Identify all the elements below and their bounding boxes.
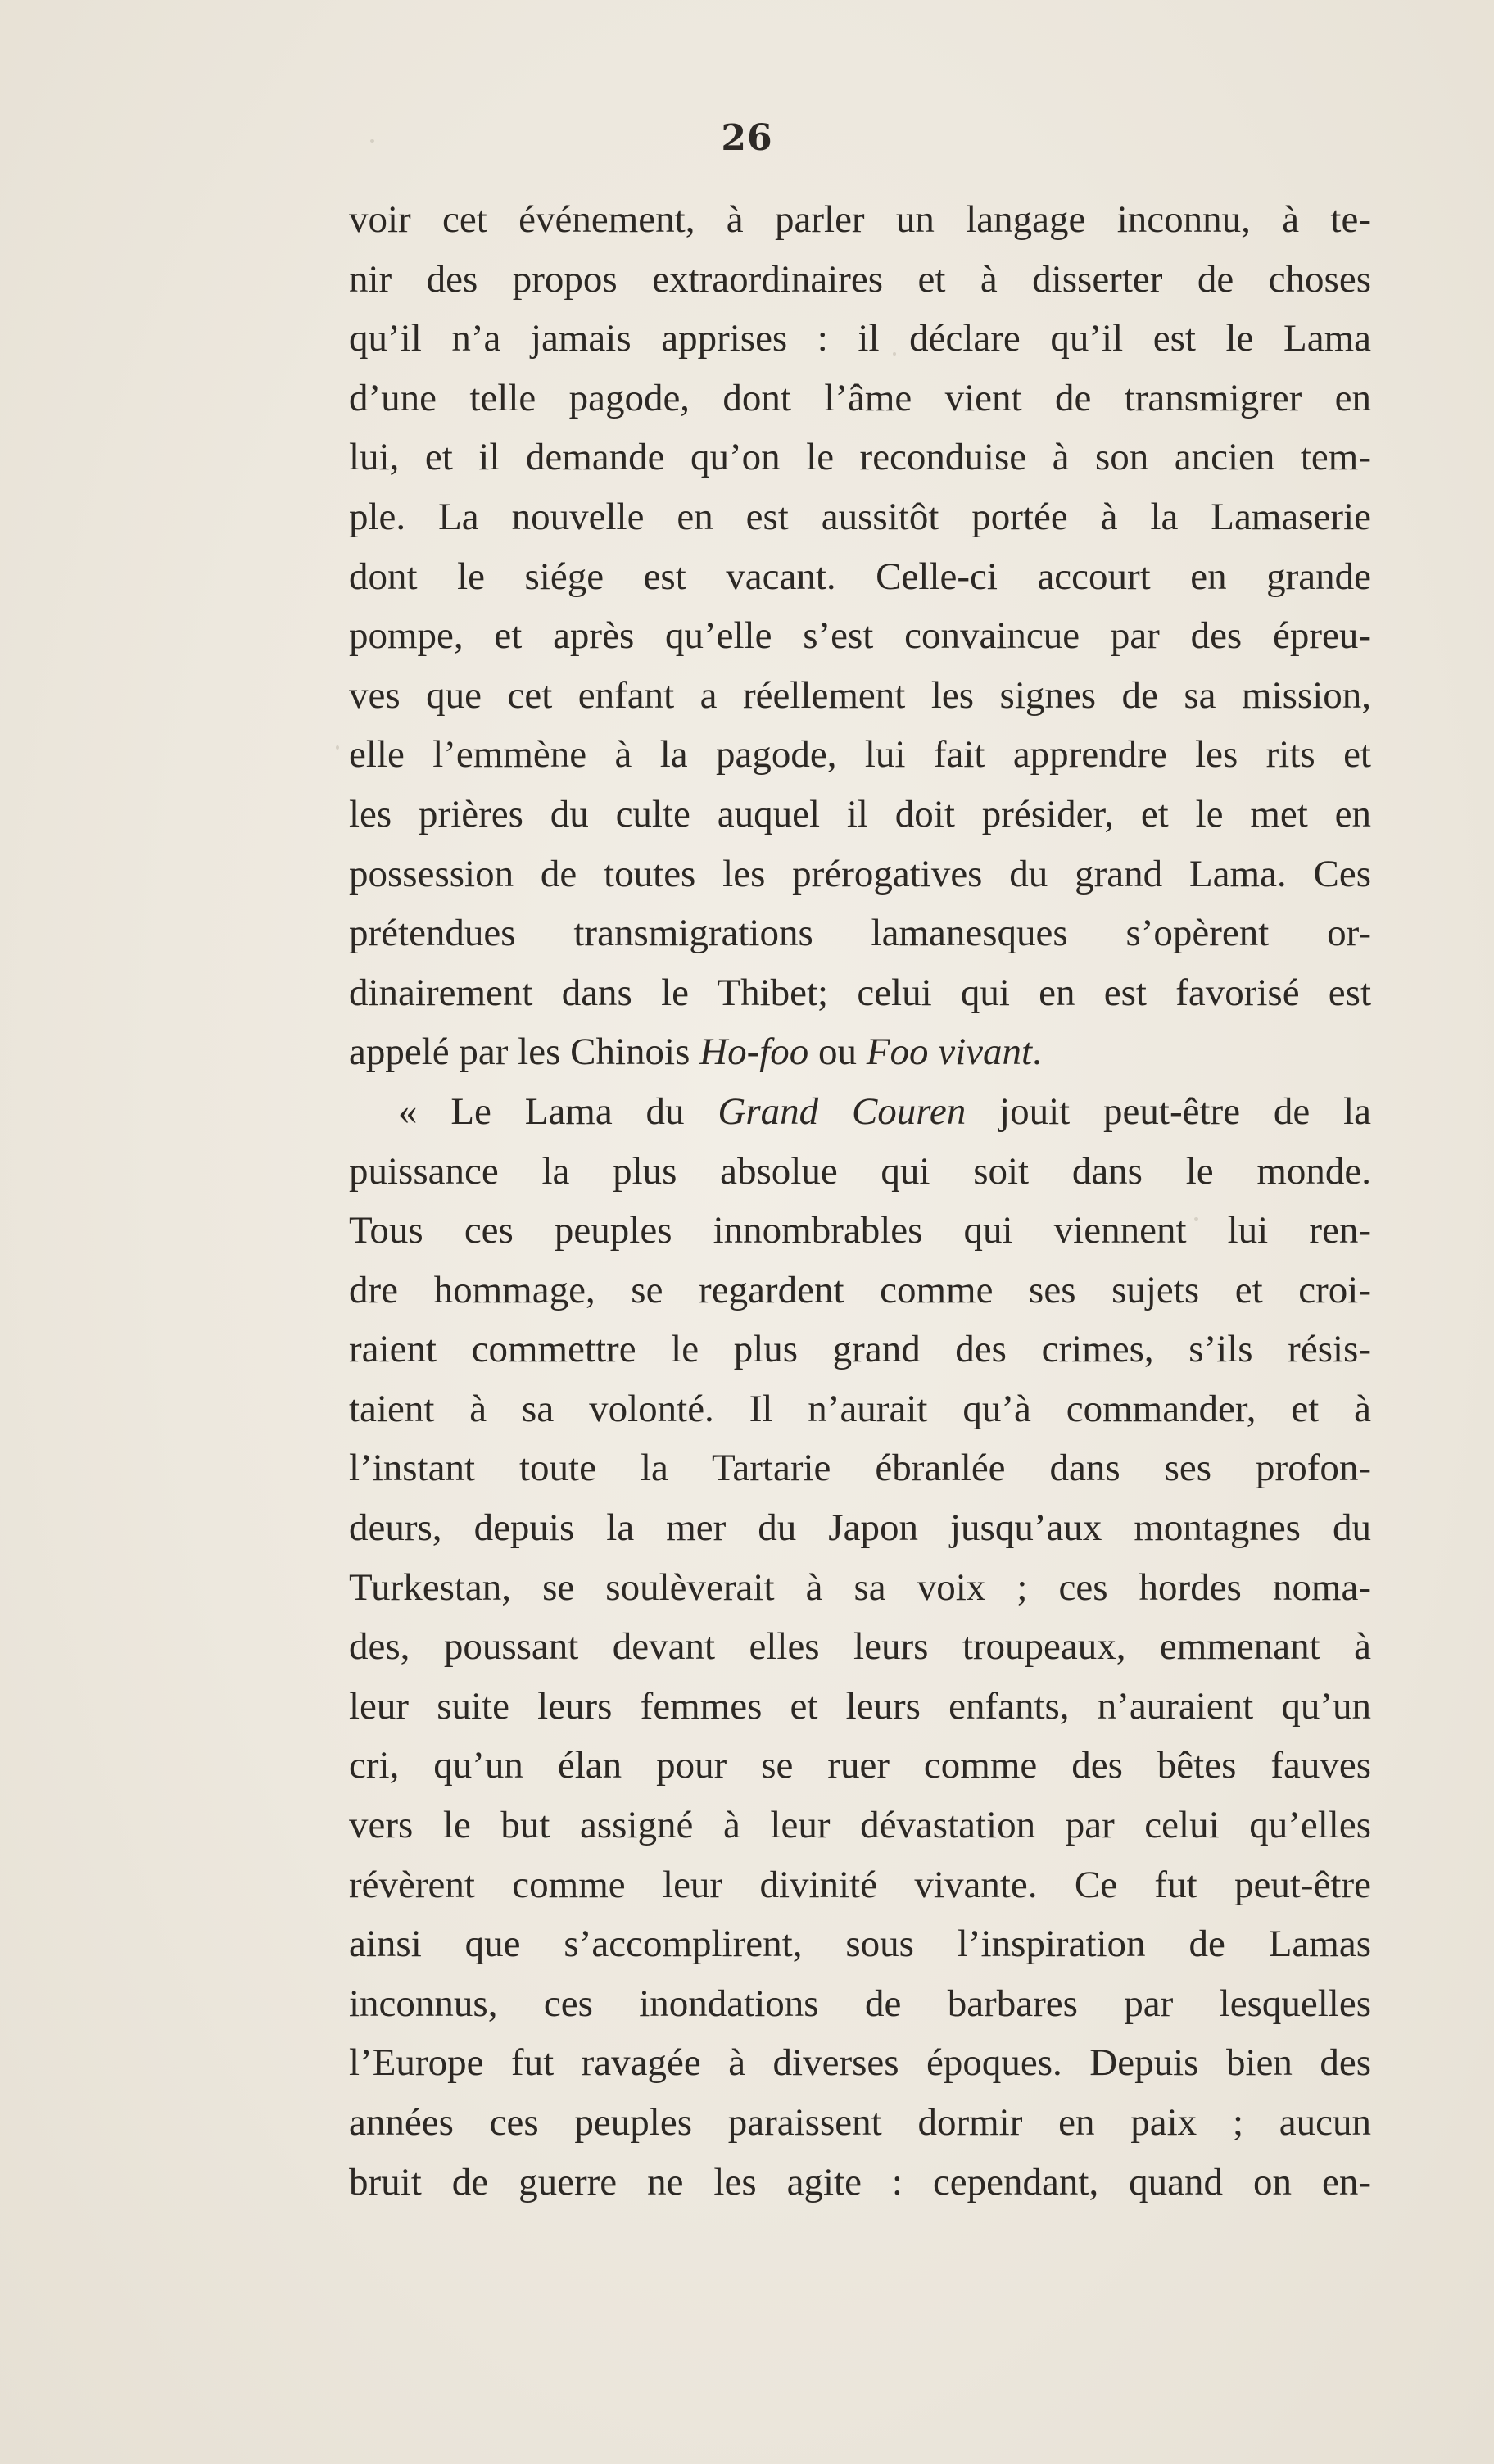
text-line: taient à sa volonté. Il n’aurait qu’à commander, et à (349, 1387, 1371, 1430)
text-line: lui, et il demande qu’on le reconduise à son ancien tem- (349, 436, 1371, 479)
text-line: Tous ces peuples innombrables qui viennent lui ren- (349, 1209, 1371, 1252)
text-line: dont le siége est vacant. Celle-ci accourt en grande (349, 555, 1371, 598)
text-line: raient commettre le plus grand des crimes, s’ils résis- (349, 1328, 1371, 1371)
text-line: possession de toutes les prérogatives du grand Lama. Ces (349, 852, 1371, 895)
page-number: 26 (721, 117, 773, 159)
paper-speck (336, 745, 339, 750)
text-line: dinairement dans le Thibet; celui qui en est favorisé est (349, 971, 1371, 1014)
line-text-segment: « Le Lama du (398, 1089, 718, 1133)
page-body-text (349, 190, 1371, 2212)
text-line: dre hommage, se regardent comme ses sujets et croi- (349, 1268, 1371, 1311)
text-line: pompe, et après qu’elle s’est convaincue par des épreu- (349, 614, 1371, 658)
text-line: inconnus, ces inondations de barbares par lesquelles (349, 1982, 1371, 2025)
text-line: voir cet événement, à parler un langage inconnu, à te- (349, 198, 1371, 241)
italic-term-ho-foo: Ho-foo (699, 1030, 809, 1074)
text-line: Turkestan, se soulèverait à sa voix ; ces hordes noma- (349, 1565, 1371, 1609)
line-text-segment: . (1032, 1030, 1042, 1074)
text-line: l’instant toute la Tartarie ébranlée dans ses profon- (349, 1447, 1371, 1490)
line-text-segment: jouit peut-être de la (966, 1089, 1371, 1133)
text-line: révèrent comme leur divinité vivante. Ce fut peut-être (349, 1863, 1371, 1906)
text-line: qu’il n’a jamais apprises : il déclare qu’il est le Lama (349, 317, 1371, 360)
italic-term-foo-vivant: Foo vivant (866, 1030, 1033, 1074)
text-line: vers le but assigné à leur dévastation par celui qu’elles (349, 1804, 1371, 1847)
text-line: deurs, depuis la mer du Japon jusqu’aux montagnes du (349, 1506, 1371, 1550)
text-line: prétendues transmigrations lamanesques s’opèrent or- (349, 912, 1371, 955)
text-line: ainsi que s’accomplirent, sous l’inspiration de Lamas (349, 1923, 1371, 1966)
text-line: les prières du culte auquel il doit présider, et le met en (349, 792, 1371, 836)
text-line: elle l’emmène à la pagode, lui fait apprendre les rits et (349, 733, 1371, 777)
paragraph-start-line (349, 1082, 1371, 1142)
text-line: des, poussant devant elles leurs troupeaux, emmenant à (349, 1625, 1371, 1669)
text-line: nir des propos extraordinaires et à disserter de choses (349, 257, 1371, 301)
text-line: cri, qu’un élan pour se ruer comme des bêtes fauves (349, 1744, 1371, 1787)
italic-term-grand-couren: Grand Couren (718, 1089, 967, 1133)
text-line: puissance la plus absolue qui soit dans le monde. (349, 1149, 1371, 1193)
line-text-segment: appelé par les Chinois (349, 1030, 700, 1074)
text-line: ple. La nouvelle en est aussitôt portée à la Lamaserie (349, 495, 1371, 538)
text-line: l’Europe fut ravagée à diverses époques. Depuis bien des (349, 2041, 1371, 2085)
text-line: leur suite leurs femmes et leurs enfants, n’auraient qu’un (349, 1684, 1371, 1728)
text-line-with-italics (349, 1022, 1371, 1082)
text-line: d’une telle pagode, dont l’âme vient de transmigrer en (349, 376, 1371, 419)
text-line: bruit de guerre ne les agite : cependant, quand on en- (349, 2160, 1371, 2204)
line-text-segment: ou (808, 1030, 867, 1074)
text-line: ves que cet enfant a réellement les signes de sa mission, (349, 673, 1371, 717)
text-line: années ces peuples paraissent dormir en paix ; aucun (349, 2101, 1371, 2144)
